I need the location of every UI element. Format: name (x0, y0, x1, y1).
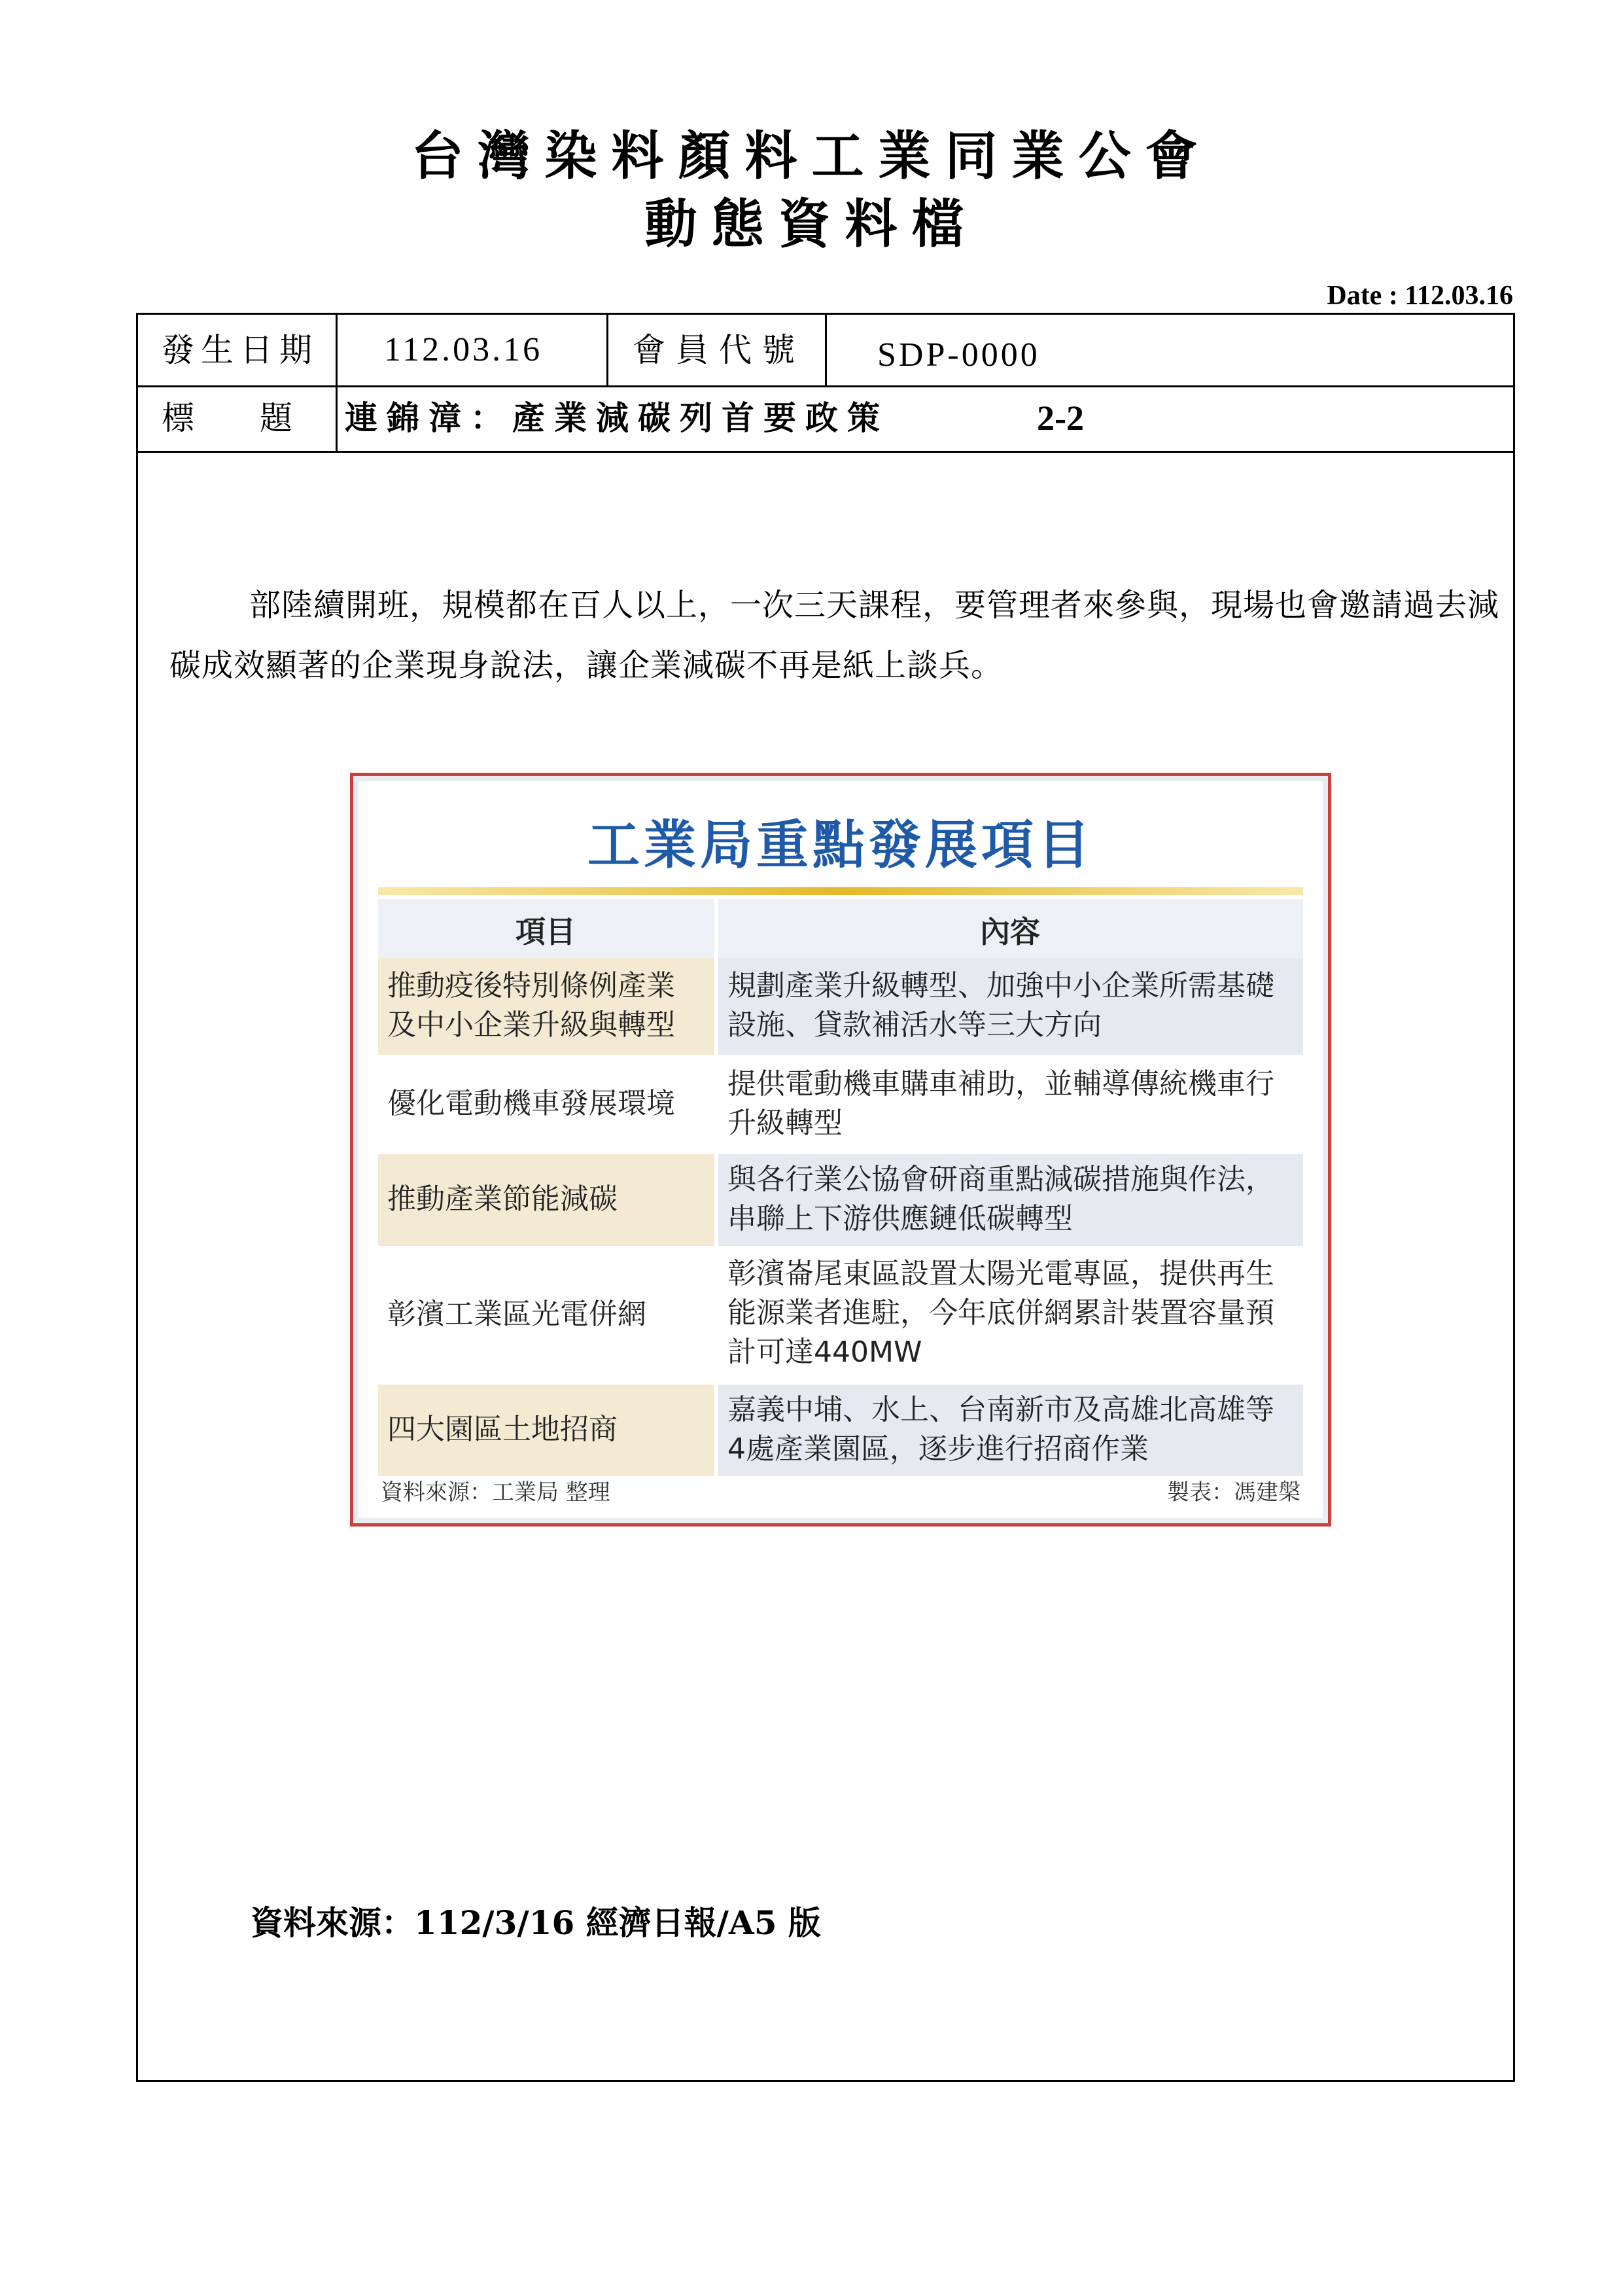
row-item-text: 及中小企業升級與轉型 (387, 1008, 675, 1042)
title-underline (378, 887, 1303, 895)
article-body: 部陸續開班，規模都在百人以上，一次三天課程，要管理者來參與，現場也會邀請過去減碳成效顯著的企業現身說法，讓企業減碳不再是紙上談兵。 (169, 587, 1500, 684)
table-divider (138, 451, 1513, 453)
occur-date-label: 發生日期 (162, 331, 319, 369)
row-content-text: 串聯上下游供應鏈低碳轉型 (727, 1202, 1073, 1235)
row-item-text: 推動產業節能減碳 (387, 1182, 618, 1216)
table-divider (606, 315, 608, 385)
table-divider (825, 315, 827, 385)
table-row (378, 1154, 1303, 1246)
row-content-text: 設施、貸款補活水等三大方向 (727, 1008, 1102, 1042)
row-content-text: 提供電動機車購車補助，並輔導傳統機車行 (727, 1067, 1274, 1101)
table-row (378, 1385, 1303, 1476)
member-code-label: 會員代號 (633, 331, 805, 369)
table-row (378, 1250, 1303, 1381)
clipping-table-header (378, 899, 1303, 958)
row-content-text: 升級轉型 (727, 1106, 843, 1140)
clipping-source: 資料來源：工業局 整理 (381, 1479, 610, 1506)
clipping-maker: 製表：馮建槃 (1167, 1479, 1300, 1506)
clipping-table (378, 899, 1303, 1476)
row-item-text: 推動疫後特別條例產業 (387, 969, 675, 1002)
row-content-text: 能源業者進駐，今年底併網累計裝置容量預 (727, 1296, 1274, 1330)
organization-title: 台灣染料顏料工業同業公會 (411, 125, 1212, 186)
row-content-text: 彰濱崙尾東區設置太陽光電專區，提供再生 (727, 1257, 1274, 1290)
table-row (378, 958, 1303, 1055)
row-content-text: 計可達440MW (727, 1335, 922, 1369)
table-row (378, 1059, 1303, 1150)
header-content: 內容 (980, 914, 1040, 949)
row-item-text: 彰濱工業區光電併網 (387, 1298, 646, 1331)
title-value: 連錦漳：產業減碳列首要政策 (345, 398, 889, 437)
row-item-text: 優化電動機車發展環境 (387, 1087, 675, 1120)
table-divider (138, 385, 1513, 387)
record-frame (136, 313, 1515, 2082)
row-content-text: 規劃產業升級轉型、加強中小企業所需基礎 (727, 969, 1274, 1002)
newspaper-table-image (350, 773, 1331, 1527)
source-citation: 資料來源：112/3/16 經濟日報/A5 版 (251, 1903, 821, 1942)
table-divider (336, 315, 338, 451)
occur-date-value: 112.03.16 (384, 331, 543, 368)
title-label: 標 題 (162, 399, 292, 437)
clipping-title: 工業局重點發展項目 (587, 815, 1094, 875)
page-number: 2-2 (1037, 398, 1084, 438)
row-content-text: 嘉義中埔、水上、台南新市及高雄北高雄等 (727, 1393, 1274, 1426)
row-item-text: 四大園區土地招商 (387, 1413, 618, 1446)
row-content-text: 與各行業公協會研商重點減碳措施與作法， (727, 1163, 1274, 1196)
header-item: 項目 (515, 914, 576, 949)
row-content-text: 4處產業園區，逐步進行招商作業 (727, 1432, 1149, 1466)
member-code-value: SDP-0000 (877, 336, 1040, 374)
document-type-title: 動態資料檔 (644, 193, 979, 255)
document-date: Date : 112.03.16 (1327, 281, 1513, 311)
